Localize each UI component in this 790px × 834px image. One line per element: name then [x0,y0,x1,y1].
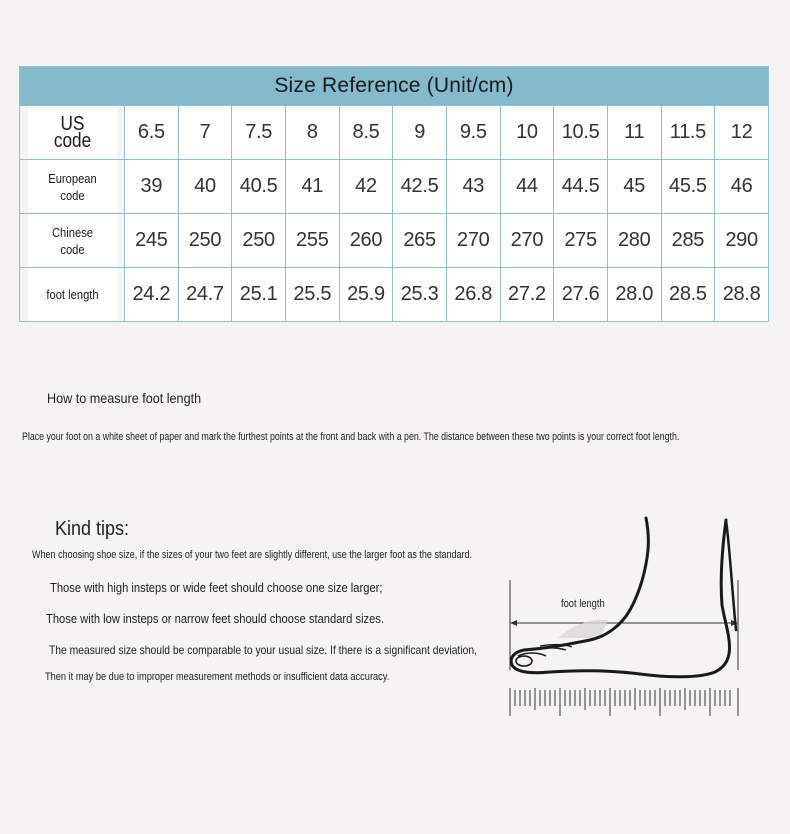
table-cell: 40.5 [232,160,286,214]
table-cell: 7 [178,106,232,160]
table-cell: 45 [607,160,661,214]
table-cell: 25.5 [285,268,339,322]
table-cell: 245 [125,214,179,268]
tip-item: When choosing shoe size, if the sizes of your two feet are slightly different, use the larger foot as the standard. [32,549,473,561]
tips-heading: Kind tips: [55,518,130,540]
table-cell: 28.8 [715,268,769,322]
table-cell: 42.5 [393,160,447,214]
table-cell: 280 [607,214,661,268]
table-row-chinese [20,214,769,268]
foot-length-label: foot length [561,598,605,610]
table-cell: 250 [232,214,286,268]
tip-item: Then it may be due to improper measurement methods or insufficient data accuracy. [45,671,390,683]
table-cell: 290 [715,214,769,268]
table-cell: 25.3 [393,268,447,322]
table-cell: 7.5 [232,106,286,160]
row-label: US code [27,106,117,160]
table-cell: 10.5 [554,106,608,160]
table-cell: 24.2 [125,268,179,322]
table-cell: 46 [715,160,769,214]
table-cell: 28.0 [607,268,661,322]
table-cell: 11 [607,106,661,160]
measure-description: Place your foot on a white sheet of paper and mark the furthest points at the front and back with a pen. The distance between these two points is your correct foot length. [22,431,680,443]
table-cell: 285 [661,214,715,268]
row-label: Chinese code [27,214,117,268]
row-label: European code [27,160,117,214]
table-cell: 12 [715,106,769,160]
table-cell: 44 [500,160,554,214]
table-row-european [20,160,769,214]
table-cell: 28.5 [661,268,715,322]
tip-item: Those with low insteps or narrow feet should choose standard sizes. [46,611,385,626]
table-cell: 41 [285,160,339,214]
table-cell: 270 [500,214,554,268]
table-cell: 8.5 [339,106,393,160]
table-cell: 11.5 [661,106,715,160]
table-cell: 39 [125,160,179,214]
table-cell: 40 [178,160,232,214]
table-cell: 270 [446,214,500,268]
table-cell: 25.1 [232,268,286,322]
table-cell: 265 [393,214,447,268]
table-cell: 27.2 [500,268,554,322]
table-cell: 275 [554,214,608,268]
table-cell: 10 [500,106,554,160]
row-label: foot length [27,268,117,322]
table-cell: 9.5 [446,106,500,160]
table-cell: 27.6 [554,268,608,322]
table-title: Size Reference (Unit/cm) [20,67,769,106]
table-cell: 250 [178,214,232,268]
table-cell: 255 [285,214,339,268]
table-cell: 6.5 [125,106,179,160]
tip-item: Those with high insteps or wide feet should choose one size larger; [50,580,383,595]
table-cell: 45.5 [661,160,715,214]
table-cell: 260 [339,214,393,268]
table-cell: 25.9 [339,268,393,322]
table-cell: 42 [339,160,393,214]
table-row-foot-length [20,268,769,322]
size-reference-table [19,66,769,322]
table-cell: 8 [285,106,339,160]
table-cell: 43 [446,160,500,214]
table-row-us [20,106,769,160]
tip-item: The measured size should be comparable to your usual size. If there is a significant deviation, [49,643,477,657]
table-cell: 44.5 [554,160,608,214]
table-cell: 24.7 [178,268,232,322]
measure-heading: How to measure foot length [47,390,202,406]
table-cell: 9 [393,106,447,160]
foot-icon [500,510,750,725]
table-cell: 26.8 [446,268,500,322]
